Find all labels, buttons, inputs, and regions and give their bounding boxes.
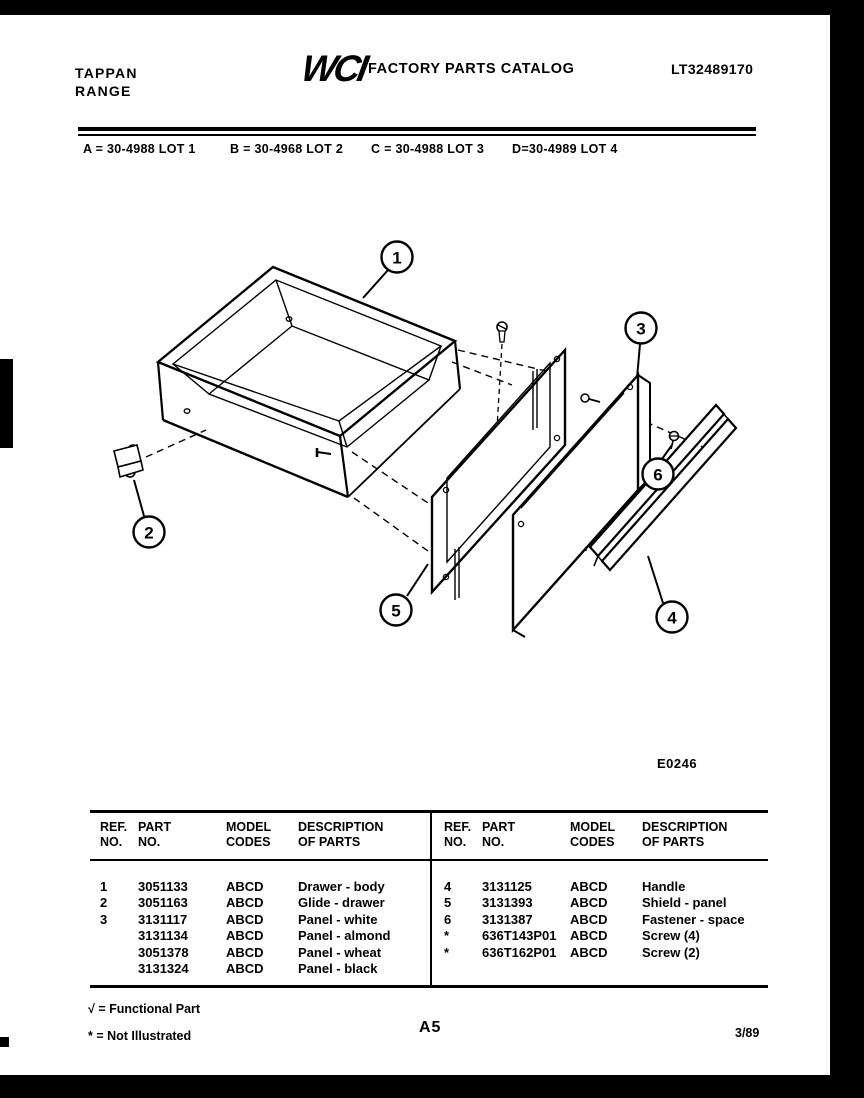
table-row: 6 3131387 ABCD Fastener - space xyxy=(444,911,745,927)
table-row: 3131324 ABCD Panel - black xyxy=(138,960,378,976)
brand-line2: RANGE xyxy=(75,83,132,99)
screw-middle-icon xyxy=(581,394,600,402)
parts-table xyxy=(90,810,768,988)
catalog-date: 3/89 xyxy=(735,1026,760,1040)
table-row: 3131134 ABCD Panel - almond xyxy=(138,928,391,944)
table-body-right xyxy=(444,879,766,961)
callout-3 xyxy=(626,313,657,379)
legend-functional-part: √ = Functional Part xyxy=(88,1002,201,1016)
table-row: 2 3051163 ABCD Glide - drawer xyxy=(100,895,385,911)
document-number: LT32489170 xyxy=(671,61,754,77)
callout-5-number: 5 xyxy=(391,601,401,621)
col-part-header: PART NO. xyxy=(482,820,516,849)
table-body-left xyxy=(100,879,428,977)
model-lot-b: B = 30-4968 LOT 2 xyxy=(230,142,344,156)
callout-5 xyxy=(381,564,429,626)
col-model-header: MODEL CODES xyxy=(570,820,616,849)
figure-code: E0246 xyxy=(657,756,698,771)
model-lot-d: D=30-4989 LOT 4 xyxy=(512,142,618,156)
callout-4 xyxy=(648,556,688,633)
legend-not-illustrated: * = Not Illustrated xyxy=(88,1029,192,1043)
callout-6-number: 6 xyxy=(653,465,663,485)
brand-line1: TAPPAN xyxy=(75,65,138,81)
table-row: 4 3131125 ABCD Handle xyxy=(444,879,686,894)
page-number: A5 xyxy=(419,1019,442,1036)
drawer-body-part xyxy=(158,267,460,497)
col-desc-header: DESCRIPTION OF PARTS xyxy=(642,820,728,849)
model-lot-a: A = 30-4988 LOT 1 xyxy=(83,142,196,156)
catalog-title: FACTORY PARTS CATALOG xyxy=(368,61,575,77)
col-desc-header: DESCRIPTION OF PARTS xyxy=(298,820,384,849)
table-row: * 636T143P01 ABCD Screw (4) xyxy=(444,928,700,944)
table-row: 5 3131393 ABCD Shield - panel xyxy=(444,895,727,911)
glide-part xyxy=(114,445,143,477)
table-row: 3 3131117 ABCD Panel - white xyxy=(100,911,378,927)
table-header-row xyxy=(444,820,766,850)
callout-2 xyxy=(134,480,165,548)
model-lot-c: C = 30-4988 LOT 3 xyxy=(371,142,485,156)
callout-1-number: 1 xyxy=(392,248,402,268)
table-center-divider xyxy=(430,813,432,985)
col-part-header: PART NO. xyxy=(138,820,172,849)
col-ref-header: REF. NO. xyxy=(100,820,128,849)
table-row: 3051378 ABCD Panel - wheat xyxy=(138,944,382,960)
callout-1 xyxy=(363,242,413,299)
parts-table-right xyxy=(444,813,766,985)
table-header-row xyxy=(100,820,428,850)
col-model-header: MODEL CODES xyxy=(226,820,272,849)
wci-logo: WCI xyxy=(298,48,369,89)
table-row: 1 3051133 ABCD Drawer - body xyxy=(100,879,385,894)
callout-2-number: 2 xyxy=(144,523,154,543)
callout-3-number: 3 xyxy=(636,319,646,339)
table-row: * 636T162P01 ABCD Screw (2) xyxy=(444,944,700,960)
parts-table-left xyxy=(100,813,428,985)
col-ref-header: REF. NO. xyxy=(444,820,472,849)
callout-4-number: 4 xyxy=(667,608,677,628)
